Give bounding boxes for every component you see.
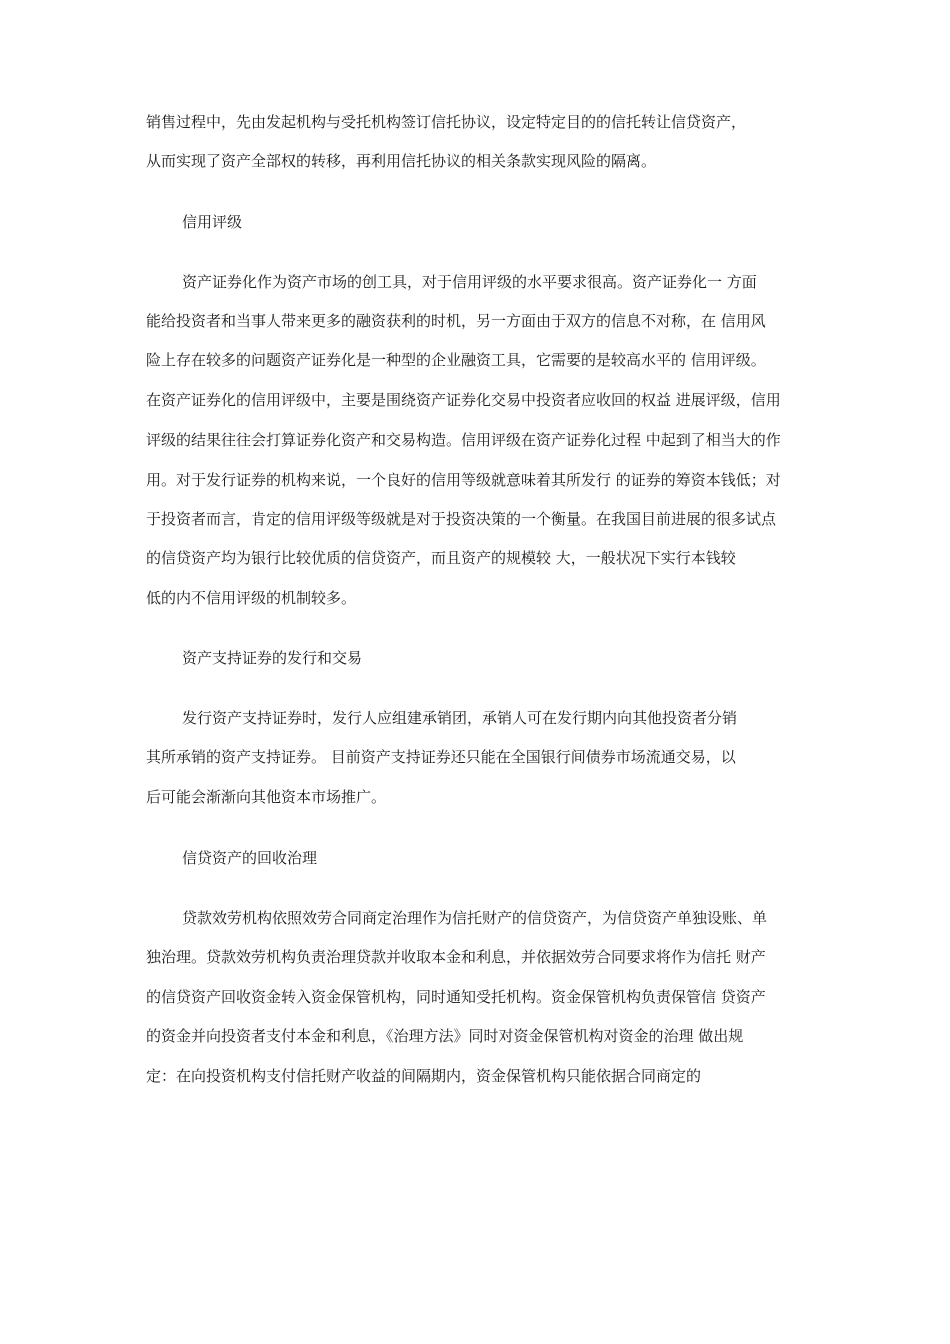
paragraph-line: 定：在向投资机构支付信托财产收益的间隔期内，资金保管机构只能依据合同商定的 [146, 1067, 702, 1085]
paragraph-line: 独治理。贷款效劳机构负责治理贷款并收取本金和利息，并依据效劳合同要求将作为信托 财产 [146, 948, 766, 966]
section-heading-credit-rating: 信用评级 [182, 213, 243, 231]
section-heading-abs-issuance: 资产支持证券的发行和交易 [182, 649, 363, 667]
paragraph-line: 其所承销的资产支持证券。 目前资产支持证券还只能在全国银行间债券市场流通交易，以 [146, 748, 736, 766]
paragraph-line: 从而实现了资产全部权的转移，再利用信托协议的相关条款实现风险的隔离。 [146, 152, 657, 170]
paragraph-line: 资产证券化作为资产市场的创工具，对于信用评级的水平要求很高。资产证券化一 方面 [182, 273, 757, 291]
paragraph-line: 在资产证券化的信用评级中，主要是围绕资产证券化交易中投资者应收回的权益 进展评级，信用 [146, 391, 781, 409]
paragraph-line: 后可能会渐渐向其他资本市场推广。 [146, 788, 387, 806]
paragraph-line: 用。对于发行证券的机构来说，一个良好的信用等级就意味着其所发行 的证券的筹资本钱低；对 [146, 471, 781, 489]
paragraph-line: 能给投资者和当事人带来更多的融资获利的时机，另一方面由于双方的信息不对称，在 信用风 [146, 312, 766, 330]
paragraph-line: 的资金并向投资者支付本金和利息，《治理方法》同时对资金保管机构对资金的治理 做出规 [146, 1027, 744, 1045]
paragraph-line: 于投资者而言，肯定的信用评级等级就是对于投资决策的一个衡量。在我国目前进展的很多试点 [146, 510, 777, 528]
paragraph-line: 的信贷资产均为银行比较优质的信贷资产，而且资产的规模较 大，一般状况下实行本钱较 [146, 549, 736, 567]
paragraph-line: 评级的结果往往会打算证券化资产和交易构造。信用评级在资产证券化过程 中起到了相当大的作 [146, 431, 781, 449]
paragraph-line: 销售过程中，先由发起机构与受托机构签订信托协议，设定特定目的的信托转让信贷资产， [146, 113, 747, 131]
section-heading-asset-recovery: 信贷资产的回收治理 [182, 849, 318, 867]
paragraph-line: 的信贷资产回收资金转入资金保管机构，同时通知受托机构。资金保管机构负责保管信 贷资产 [146, 988, 766, 1006]
paragraph-line: 发行资产支持证券时，发行人应组建承销团，承销人可在发行期内向其他投资者分销 [182, 709, 738, 727]
paragraph-line: 贷款效劳机构依照效劳合同商定治理作为信托财产的信贷资产，为信贷资产单独设账、单 [182, 909, 768, 927]
paragraph-line: 险上存在较多的问题资产证券化是一种型的企业融资工具，它需要的是较高水平的 信用评级。 [146, 351, 766, 369]
paragraph-line: 低的内不信用评级的机制较多。 [146, 589, 357, 607]
